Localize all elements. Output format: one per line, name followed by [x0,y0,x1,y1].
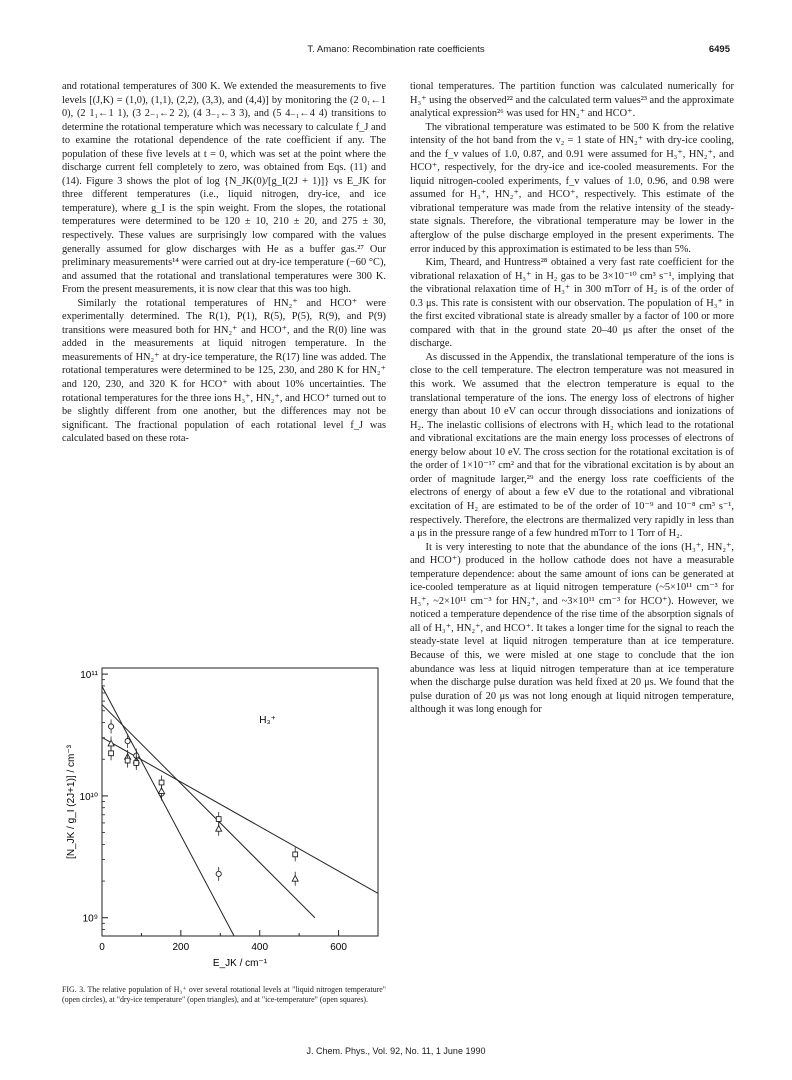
figure-caption: FIG. 3. The relative population of H₃⁺ over several rotational levels at "liquid nitrogen temperature" (open circles), at "dry-ice temperature" (open triangles), and at "ice-temperature" (open squares). [62,985,386,1004]
data-point-square [134,761,139,766]
data-point-triangle [292,876,298,882]
y-tick-label: 10¹¹ [80,670,98,682]
paragraph: As discussed in the Appendix, the translational temperature of the ions is close to the cell temperature. The electron temperature was not measured in this work. We assumed that the electron temperature is equal to the translational temperature of the ions. The energy loss of electrons of higher energy than about 10 eV can occur through dissociations and ionizations of H₂. The inelastic collisions of electrons with H₂ which lead to the rotational and vibrational excitations are the main energy loss processes of electrons of energy below about 10 eV. The cross section for the rotational excitation is of the order of 1×10⁻¹⁷ cm² and that for the vibrational excitation is by about an order of magnitude larger,²⁹ and the energy loss rate coefficients of the electrons of energy of about a few eV due to the rotational and vibrational excitation of H₂ are estimated to be of the order of 10⁻⁹ and 10⁻⁸ cm³ s⁻¹, respectively. Therefore, the electrons are thermalized very rapidly in less than a μs in the pressure range of a few hundred mTorr to 1 Torr of H₂. [410,351,734,540]
y-axis-label: [N_JK / g_I (2J+1)] / cm⁻³ [66,745,77,859]
x-tick-label: 0 [99,942,105,953]
plot-frame [102,668,378,936]
running-header [62,44,730,58]
data-point-square [159,780,164,785]
left-column [62,80,386,446]
x-tick-label: 200 [172,942,190,953]
journal-footer: J. Chem. Phys., Vol. 92, No. 11, 1 June 1990 [306,1046,486,1056]
y-tick-label: 10¹⁰ [79,791,98,803]
figure-3 [62,660,386,978]
x-axis-label: E_JK / cm⁻¹ [212,958,268,969]
species-annotation: H₃⁺ [259,714,276,726]
data-point-circle [125,738,130,743]
fit-line-triangle [102,705,315,918]
paragraph: Kim, Theard, and Huntress²⁸ obtained a very fast rate coefficient for the vibrational relaxation of H₃⁺ in H₂ gas to be 3×10⁻¹⁰ cm³ s⁻¹, implying that the vibrational relaxation time of H₃⁺ in 300 mTorr of H₂ is of the order of 0.3 μs. This rate is consistent with our observation. The population of H₃⁺ in the first excited vibrational state is already smaller by a factor of 100 or more compared with that in the ground state 20–40 μs after the onset of the discharge. [410,257,734,350]
data-point-square [293,852,298,857]
data-point-square [109,751,114,756]
data-point-square [216,817,221,822]
paragraph: and rotational temperatures of 300 K. We extended the measurements to five levels [(J,K) = (1,0), (1,1), (2,2), (3,3), and (4,4)] by monitoring the (2 0₁←1 0), (2 1₁←1 1), (3 2₋₁←2 2), (4 3₋₁←3 3), and (5 4₋₁←4 4) transitions to determine the rotational temperature which was necessary to calculate f_J and to examine the rotational dependence of the rate coefficient if any. The population of these five levels at t = 0, which was set at the point where the discharge current fell completely to zero, was obtained from Eqs. (11) and (14). Figure 3 shows the plot of log {N_JK(0)/[g_I(2J + 1)]} vs E_JK for three different temperatures (i.e., liquid nitrogen, dry-ice, and ice temperature), where g_I is the spin weight. From the slopes, the rotational temperatures were determined to be 120 ± 10, 210 ± 20, and 275 ± 30, respectively. These values are surprisingly low compared with the values generally assumed for glow discharges with He as a buffer gas.²⁷ Our preliminary measurements¹⁴ were carried out at dry-ice temperature (−60 °C), and assumed that the rotational and translational temperatures were 300 K. From the present measurements, it is now clear that this was too high. [62,81,386,296]
data-point-square [125,758,130,763]
paragraph: Similarly the rotational temperatures of HN₂⁺ and HCO⁺ were experimentally determined. The R(1), P(1), R(5), P(5), R(9), and P(9) transitions were measured both for HN₂⁺ and HCO⁺, and the R(0) line was added in the measurements at liquid nitrogen temperature. In the measurements of HN₂⁺ at dry-ice temperature, the R(17) line was added. The rotational temperatures were determined to be 125, 230, and 280 K for HN₂⁺ and 120, 230, and 320 K for HCO⁺ with about 10% uncertainties. The rotational temperatures for the three ions H₃⁺, HN₂⁺, and HCO⁺ turned out to be slightly different from one another, but the differences may not be significant. The fractional population of each rotational level f_J was calculated based on these rota- [62,297,386,445]
x-tick-label: 600 [330,942,347,953]
data-point-circle [108,724,113,729]
data-point-circle [216,871,221,876]
running-title: T. Amano: Recombination rate coefficients [307,44,485,55]
x-tick-label: 400 [251,942,269,953]
paragraph: It is very interesting to note that the abundance of the ions (H₃⁺, HN₂⁺, and HCO⁺) produced in the hollow cathode does not have a measurable temperature dependence: about the same amount of ions can be generated at ice-cooled temperature as at liquid nitrogen temperature (~5×10¹¹ cm⁻³ for H₃⁺, ~2×10¹¹ cm⁻³ for HN₂⁺, and ~3×10¹¹ cm⁻³ for HCO⁺). However, we noticed a temperature dependence of the rise time of the absorption signals of all of H₃⁺, HN₂⁺, and HCO⁺. It takes a longer time for the signal to reach the steady-state level at liquid nitrogen temperature than at ice temperature. Because of this, we were misled at one stage to conclude that the ion abundance was less at liquid nitrogen temperature than at ice temperature when the discharge pulse duration was held fixed at 20 μs. We found that the pulse duration of 20 μs was not long enough at liquid nitrogen temperature, although it was long enough for [410,541,734,716]
population-chart [62,660,386,978]
data-point-triangle [216,826,222,832]
paragraph: The vibrational temperature was estimated to be 500 K from the relative intensity of the hot band from the v₂ = 1 state of HN₂⁺ with dry-ice cooling, and the f_v values of 1.0, 0.87, and 0.91 were assumed for H₃⁺, HN₂⁺, and HCO⁺, respectively, for the dry-ice and ice-cooled measurements. For the liquid nitrogen-cooled experiments, f_v values of 1.0, 0.96, and 0.98 were assumed for H₃⁺, HN₂⁺, and HCO⁺, respectively. This estimate of the vibrational temperature was made from the relative intensity of the steady-state signals. Therefore, the vibrational temperature may be lower in the afterglow of the pulse discharge employed in the present experiments. The error induced by this approximation is estimated to be less than 5%. [410,121,734,255]
y-tick-label: 10⁹ [82,913,98,925]
paragraph: tional temperatures. The partition function was calculated numerically for H₃⁺ using the observed²² and the calculated term values²³ and the approximate analytical expression²⁶ was used for HN₂⁺ and HCO⁺. [410,81,734,120]
page-number: 6495 [708,44,730,55]
fit-line-square [102,737,378,893]
right-column [410,80,734,717]
